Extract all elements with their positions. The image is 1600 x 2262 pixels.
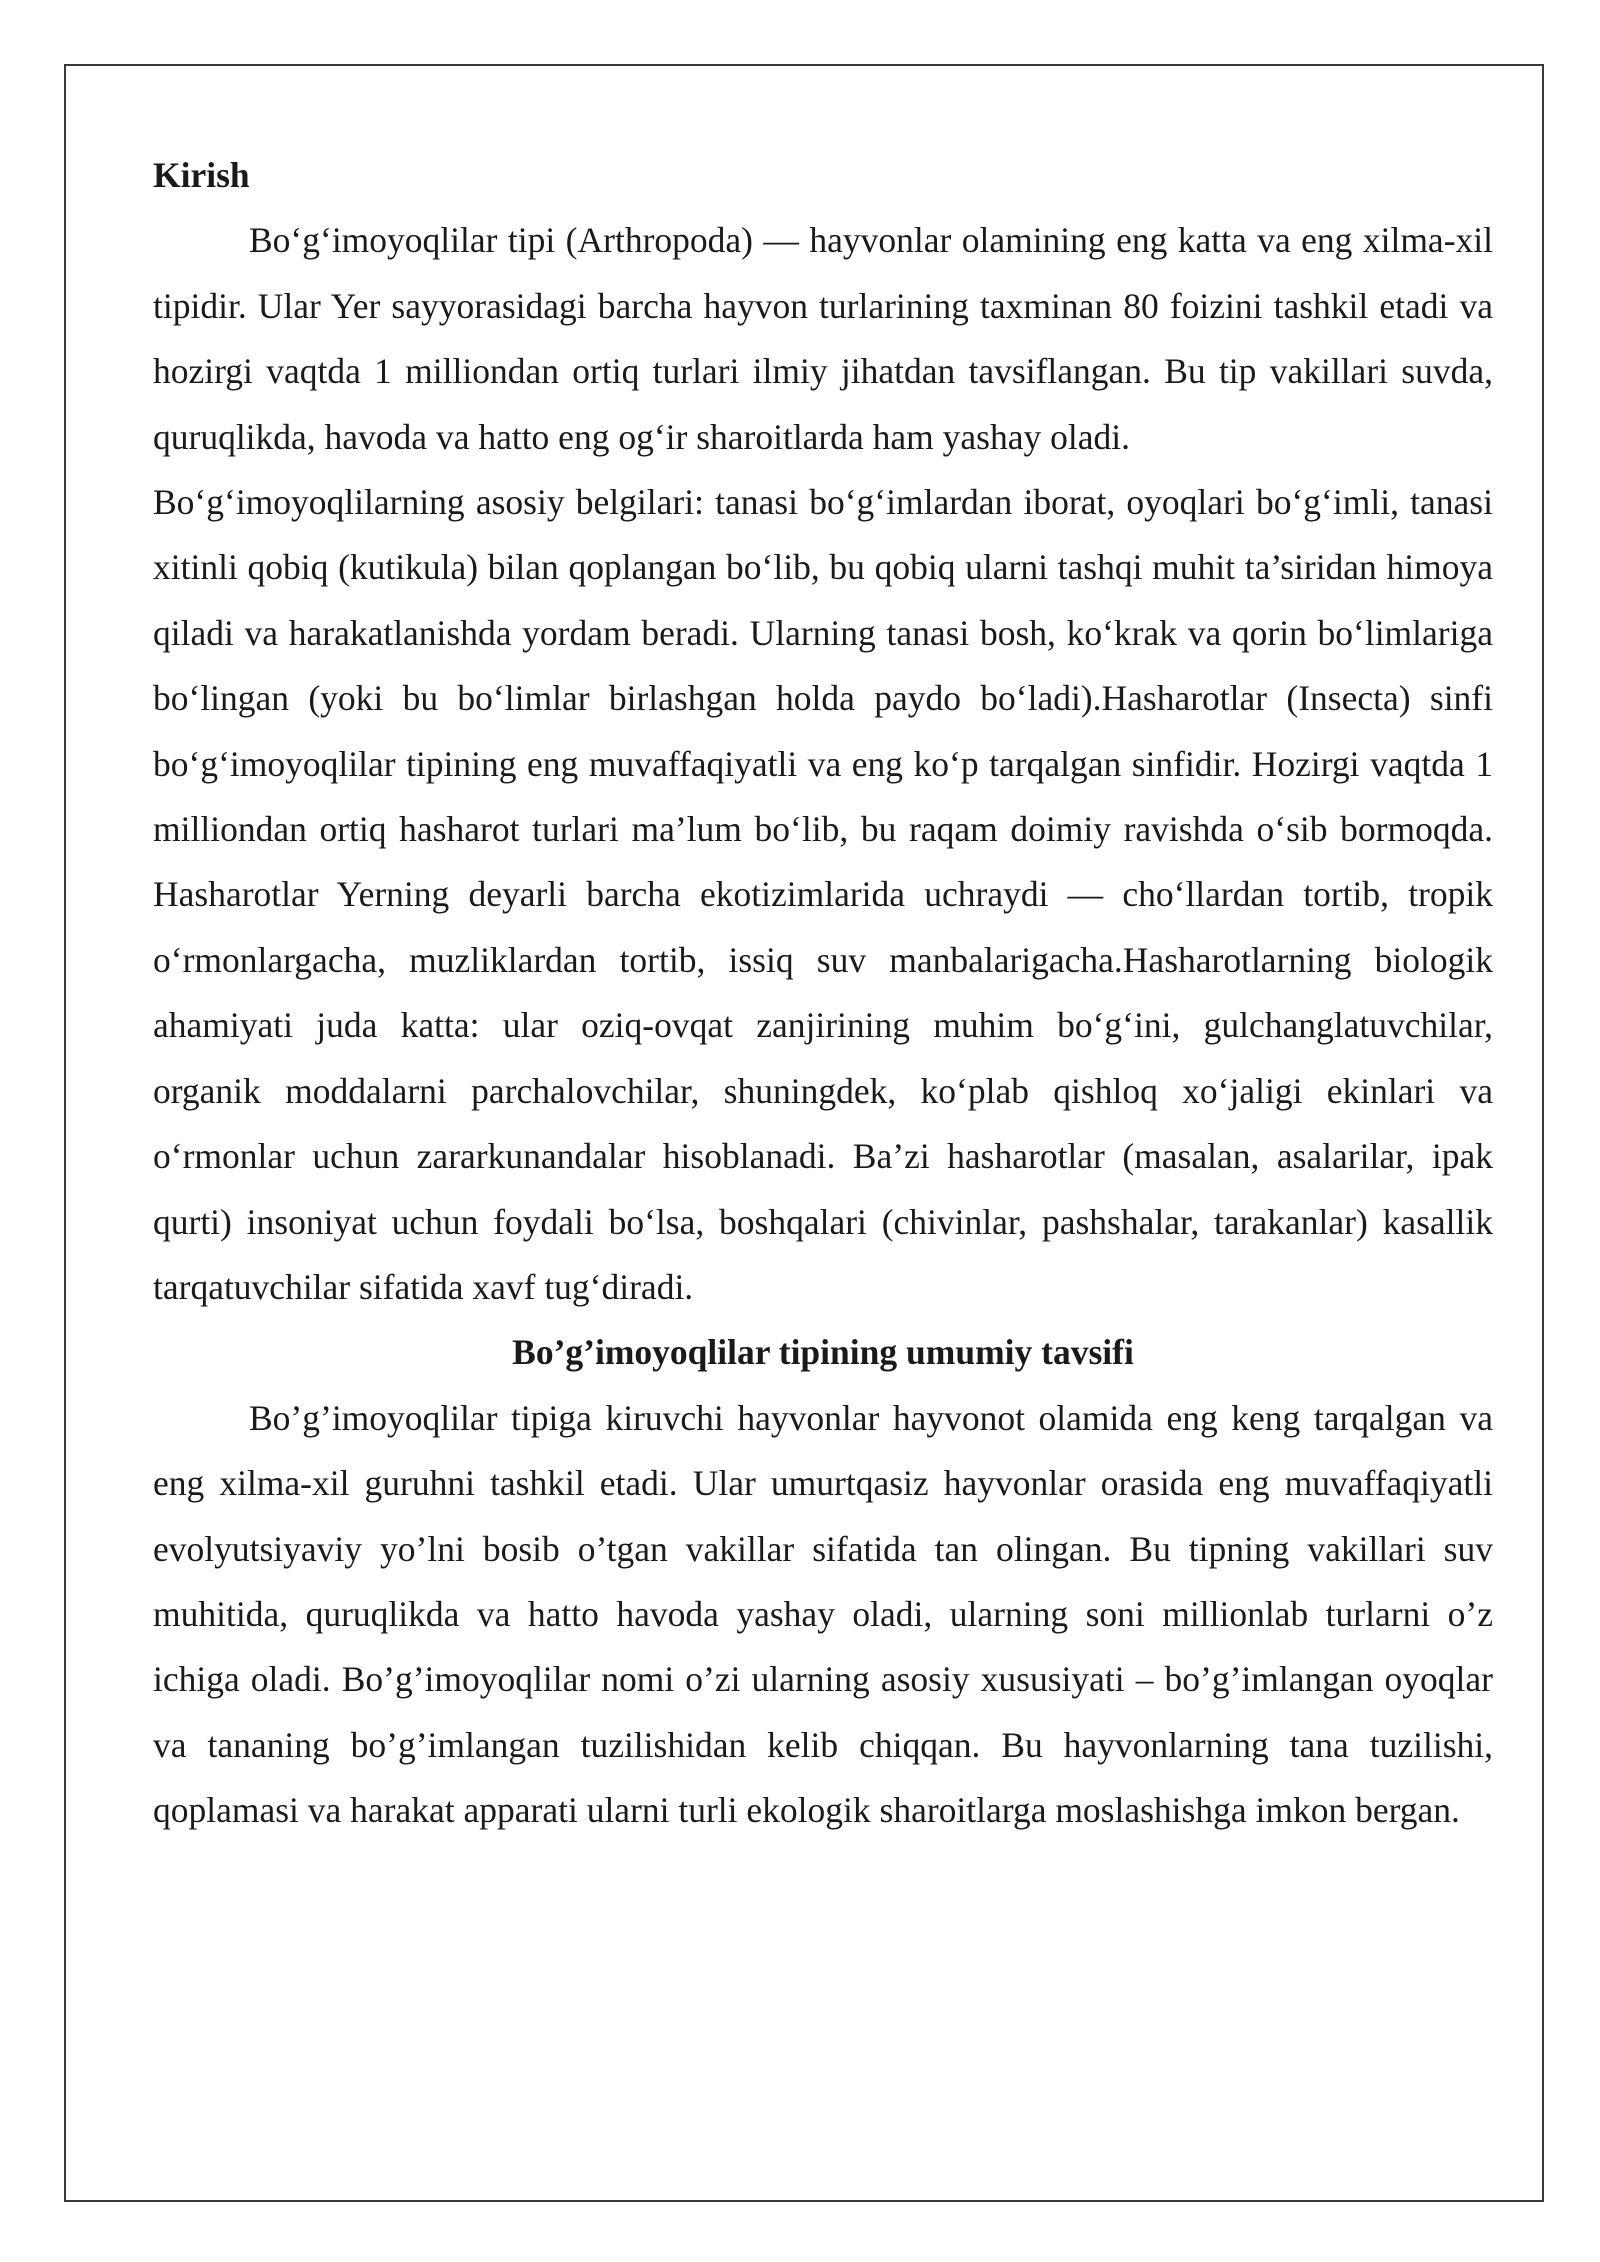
section-paragraph: Bo’g’imoyoqlilar tipiga kiruvchi hayvonlar hayvonot olamida eng keng tarqalgan va eng xilma-xil guruhni tashkil etadi. Ular umurtqasiz hayvonlar orasida eng muvaffaqiyatli evolyutsiyaviy yo’lni bosib o’tgan vakillar sifatida tan olingan. Bu tipning vakillari suv muhitida, quruqlikda va hatto havoda yashay oladi, ularning soni millionlab turlarni o’z ichiga oladi. Bo’g’imoyoqlilar nomi o’zi ularning asosiy xususiyati – bo’g’imlangan oyoqlar va tananing bo’g’imlangan tuzilishidan kelib chiqqan. Bu hayvonlarning tana tuzilishi, qoplamasi va harakat apparati ularni turli ekologik sharoitlarga moslashishga imkon bergan. — [153, 1397, 1493, 1831]
intro-heading: Kirish — [153, 155, 250, 195]
section-heading: Bo’g’imoyoqlilar tipining umumiy tavsifi — [512, 1332, 1134, 1373]
document-body — [153, 143, 1493, 1844]
intro-paragraph-2: Bo‘g‘imoyoqlilarning asosiy belgilari: tanasi bo‘g‘imlardan iborat, oyoqlari bo‘g‘imli, tanasi xitinli qobiq (kutikula) bilan qoplangan bo‘lib, bu qobiq ularni tashqi muhit ta’siridan himoya qiladi va harakatlanishda yordam beradi. Ularning tanasi bosh, ko‘krak va qorin bo‘limlariga bo‘lingan (yoki bu bo‘limlar birlashgan holda paydo bo‘ladi).Hasharotlar (Insecta) sinfi bo‘g‘imoyoqlilar tipining eng muvaffaqiyatli va eng ko‘p tarqalgan sinfidir. Hozirgi vaqtda 1 milliondan ortiq hasharot turlari ma’lum bo‘lib, bu raqam doimiy ravishda o‘sib bormoqda. Hasharotlar Yerning deyarli barcha ekotizimlarida uchraydi — cho‘llardan tortib, tropik o‘rmonlargacha, muzliklardan tortib, issiq suv manbalarigacha.Hasharotlarning biologik ahamiyati juda katta: ular oziq-ovqat zanjirining muhim bo‘g‘ini, gulchanglatuvchilar, organik moddalarni parchalovchilar, shuningdek, ko‘plab qishloq xo‘jaligi ekinlari va o‘rmonlar uchun zararkunandalar hisoblanadi. Ba’zi hasharotlar (masalan, asalarilar, ipak qurti) insoniyat uchun foydali bo‘lsa, boshqalari (chivinlar, pashshalar, tarakanlar) kasallik tarqatuvchilar sifatida xavf tug‘diradi. — [153, 482, 1493, 1307]
intro-paragraph-1: Bo‘g‘imoyoqlilar tipi (Arthropoda) — hayvonlar olamining eng katta va eng xilma-xil tipidir. Ular Yer sayyorasidagi barcha hayvon turlarining taxminan 80 foizini tashkil etadi va hozirgi vaqtda 1 milliondan ortiq turlari ilmiy jihatdan tavsiflangan. Bu tip vakillari suvda, quruqlikda, havoda va hatto eng og‘ir sharoitlarda ham yashay oladi. — [153, 220, 1493, 457]
